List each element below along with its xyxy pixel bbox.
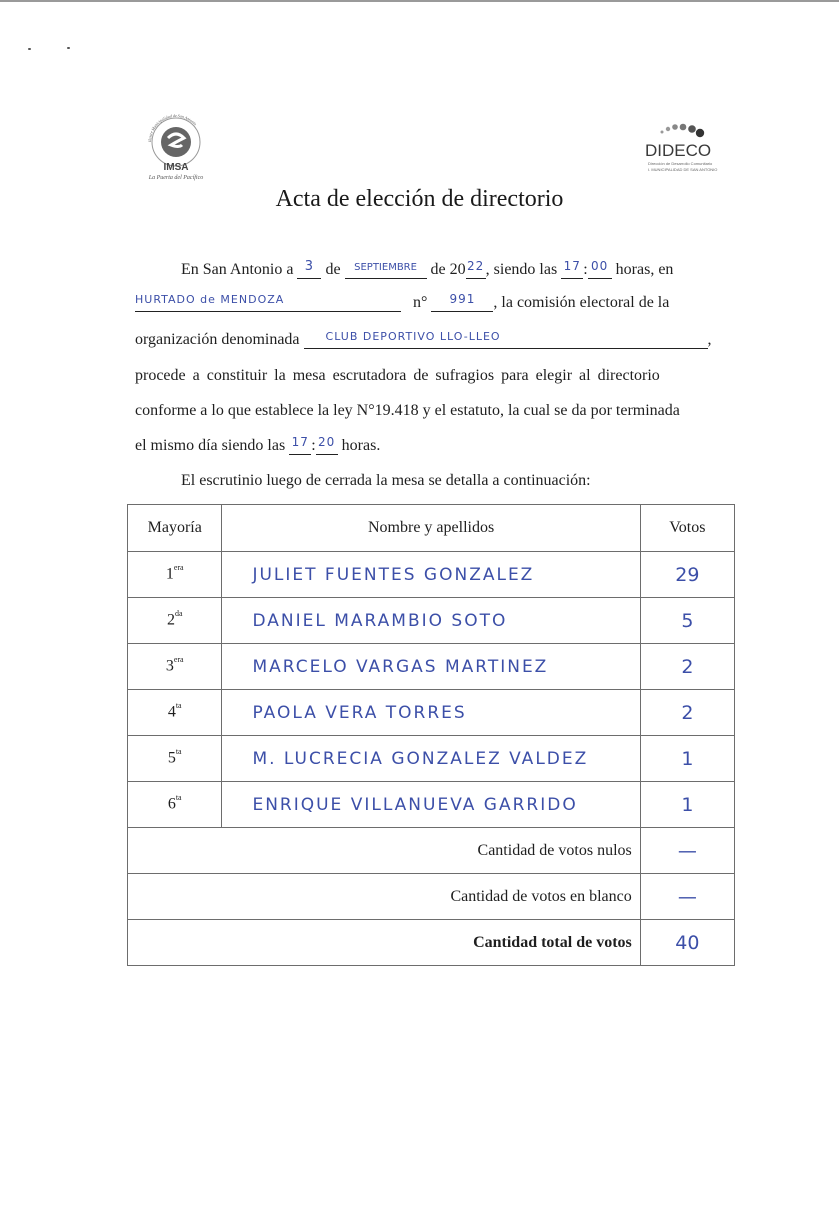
month-field[interactable]: SEPTIEMBRE <box>345 260 427 279</box>
name-cell[interactable]: JULIET FUENTES GONZALEZ <box>222 552 640 598</box>
intro-line-6: el mismo día siendo las $^{17}$ : $^{20}$ horas. <box>135 435 381 454</box>
table-row <box>128 598 735 644</box>
null-votes-row <box>128 828 735 874</box>
svg-text:Dirección de Desarrollo Comuni: Dirección de Desarrollo Comunitario <box>648 161 713 166</box>
null-votes-label: Cantidad de votos nulos <box>128 828 641 874</box>
header-name: Nombre y apellidos <box>222 505 640 552</box>
total-votes-value[interactable]: 40 <box>640 920 734 966</box>
intro-line-7: El escrutinio luego de cerrada la mesa se detalla a continuación: <box>181 472 591 489</box>
results-table <box>127 504 735 966</box>
table-row <box>128 690 735 736</box>
svg-text:Ilustre Municipalidad de San A: Ilustre Municipalidad de San Antonio <box>146 112 198 143</box>
intro-line-4: procede a constituir la mesa escrutadora de sufragios para elegir al directorio <box>135 367 660 384</box>
votes-cell[interactable]: 2 <box>640 690 734 736</box>
table-row <box>128 736 735 782</box>
votes-cell[interactable]: 1 <box>640 782 734 828</box>
intro-line-1: En San Antonio a $^3$ de $^{SEPTIEMBRE}$ de $20^{22}$, siendo las $^{17}$ : $^{00}$ horas, en <box>181 259 674 278</box>
name-cell[interactable]: DANIEL MARAMBIO SOTO <box>222 598 640 644</box>
name-cell[interactable]: ENRIQUE VILLANUEVA GARRIDO <box>222 782 640 828</box>
rank-cell: $5^{ta}$ <box>128 736 222 782</box>
rank-cell: $6^{ta}$ <box>128 782 222 828</box>
table-header-row <box>128 505 735 552</box>
svg-text:La Puerta del Pacífico: La Puerta del Pacífico <box>148 175 204 181</box>
intro-line-5: conforme a lo que establece la ley N°19.418 y el estatuto, la cual se da por terminada <box>135 402 680 419</box>
scan-speck <box>28 48 31 50</box>
svg-text:DIDECO: DIDECO <box>645 141 712 160</box>
start-minute-field[interactable]: 00 <box>588 260 612 279</box>
header-votes: Votos <box>640 505 734 552</box>
year-field[interactable]: 22 <box>466 260 486 279</box>
dideco-logo <box>640 122 732 174</box>
null-votes-value[interactable]: — <box>640 828 734 874</box>
name-cell[interactable]: MARCELO VARGAS MARTINEZ <box>222 644 640 690</box>
street-field[interactable]: HURTADO de MENDOZA <box>135 293 401 312</box>
svg-text:I. MUNICIPALIDAD DE SAN ANTONI: I. MUNICIPALIDAD DE SAN ANTONIO <box>648 167 718 172</box>
table-row <box>128 782 735 828</box>
svg-text:IMSA: IMSA <box>163 162 189 173</box>
votes-cell[interactable]: 1 <box>640 736 734 782</box>
document-title: Acta de elección de directorio <box>275 186 564 212</box>
street-number-field[interactable]: 991 <box>431 293 493 312</box>
end-hour-field[interactable]: 17 <box>289 436 311 455</box>
rank-cell: $4^{ta}$ <box>128 690 222 736</box>
end-minute-field[interactable]: 20 <box>316 436 338 455</box>
day-field[interactable]: 3 <box>297 260 321 279</box>
total-votes-row <box>128 920 735 966</box>
rank-cell: $2^{da}$ <box>128 598 222 644</box>
blank-votes-row <box>128 874 735 920</box>
intro-line-3: organización denominada $^{CLUB DEPORTIVO LLO-LLEO}$ , <box>135 330 712 348</box>
page-top-edge <box>0 0 839 2</box>
blank-votes-label: Cantidad de votos en blanco <box>128 874 641 920</box>
start-hour-field[interactable]: 17 <box>561 260 583 279</box>
total-votes-label: Cantidad total de votos <box>128 920 641 966</box>
votes-cell[interactable]: 2 <box>640 644 734 690</box>
name-cell[interactable]: PAOLA VERA TORRES <box>222 690 640 736</box>
rank-cell: $3^{era}$ <box>128 644 222 690</box>
imsa-logo <box>135 112 217 182</box>
blank-votes-value[interactable]: — <box>640 874 734 920</box>
scan-speck <box>67 47 70 49</box>
intro-line-2: $^{HURTADO de MENDOZA}$ n° $^{991}$ , la comisión electoral de la <box>135 292 670 311</box>
rank-cell: $1^{era}$ <box>128 552 222 598</box>
votes-cell[interactable]: 5 <box>640 598 734 644</box>
table-row <box>128 644 735 690</box>
name-cell[interactable]: M. LUCRECIA GONZALEZ VALDEZ <box>222 736 640 782</box>
table-row <box>128 552 735 598</box>
votes-cell[interactable]: 29 <box>640 552 734 598</box>
organization-field[interactable]: CLUB DEPORTIVO LLO-LLEO <box>304 330 708 349</box>
header-rank: Mayoría <box>128 505 222 552</box>
